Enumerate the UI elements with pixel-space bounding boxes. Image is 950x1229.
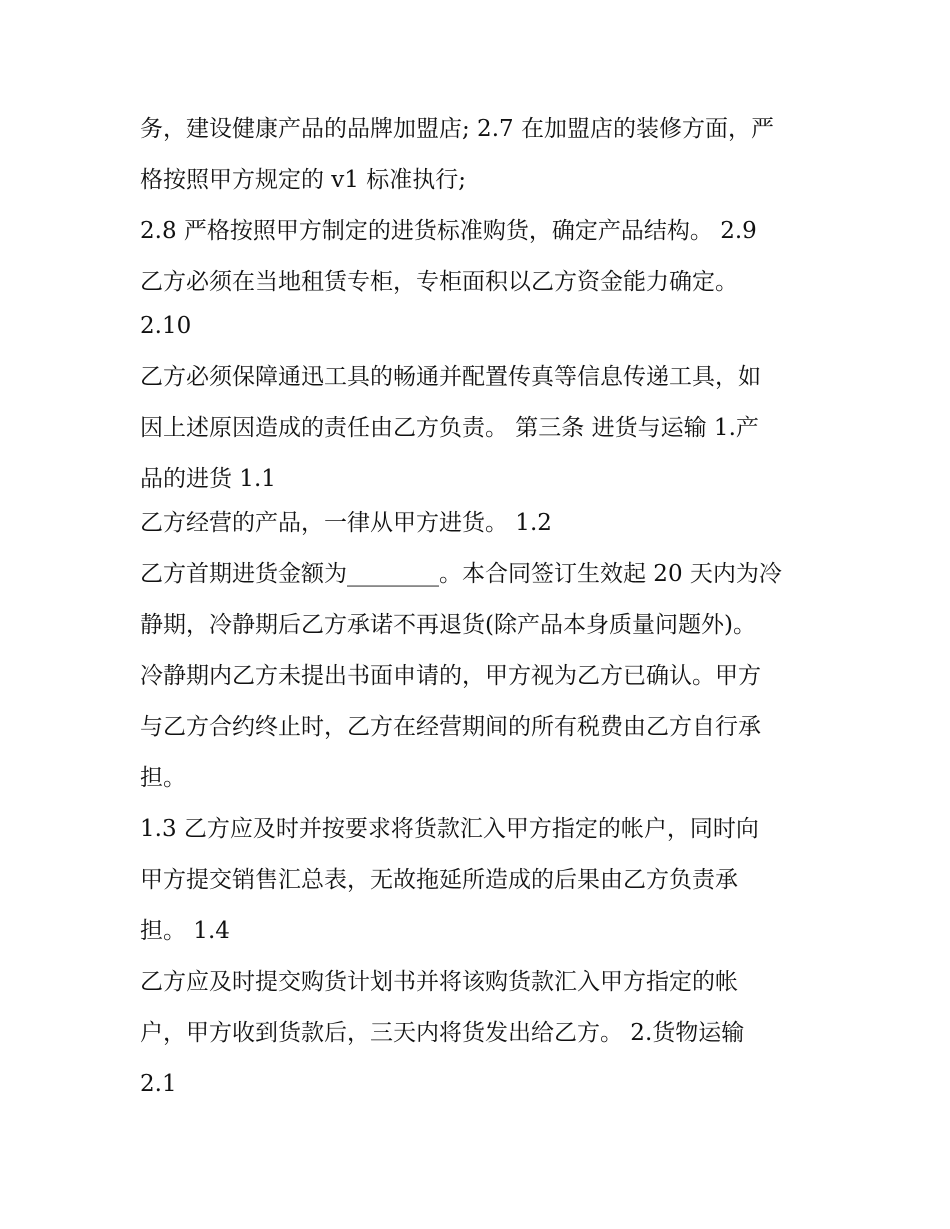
text-line: 2.10: [140, 313, 192, 339]
text-line: 户，甲方收到货款后，三天内将货发出给乙方。 2.货物运输: [140, 1020, 745, 1046]
text-line: 品的进货 1.1: [140, 466, 276, 492]
text-line: 乙方首期进货金额为________。本合同签订生效起 20 天内为冷: [140, 561, 782, 587]
text-line: 2.8 严格按照甲方制定的进货标准购货，确定产品结构。 2.9: [140, 218, 757, 244]
text-line: 2.1: [140, 1071, 177, 1097]
text-line: 甲方提交销售汇总表，无故拖延所造成的后果由乙方负责承: [140, 867, 738, 893]
text-line: 担。: [140, 765, 186, 791]
text-line: 务，建设健康产品的品牌加盟店; 2.7 在加盟店的装修方面，严: [140, 116, 774, 142]
text-line: 1.3 乙方应及时并按要求将货款汇入甲方指定的帐户，同时向: [140, 816, 759, 842]
text-line: 与乙方合约终止时，乙方在经营期间的所有税费由乙方自行承: [140, 714, 761, 740]
text-line: 冷静期内乙方未提出书面申请的，甲方视为乙方已确认。甲方: [140, 663, 761, 689]
text-line: 乙方必须保障通迅工具的畅通并配置传真等信息传递工具，如: [140, 364, 761, 390]
text-line: 乙方必须在当地租赁专柜，专柜面积以乙方资金能力确定。: [140, 269, 738, 295]
text-line: 因上述原因造成的责任由乙方负责。 第三条 进货与运输 1.产: [140, 415, 759, 441]
text-line: 静期，冷静期后乙方承诺不再退货(除产品本身质量问题外)。: [140, 612, 756, 638]
text-line: 格按照甲方规定的 v1 标准执行;: [140, 167, 466, 193]
document-body: [140, 104, 820, 1110]
text-line: 乙方经营的产品，一律从甲方进货。 1.2: [140, 510, 552, 536]
text-line: 乙方应及时提交购货计划书并将该购货款汇入甲方指定的帐: [140, 969, 738, 995]
text-line: 担。 1.4: [140, 918, 230, 944]
